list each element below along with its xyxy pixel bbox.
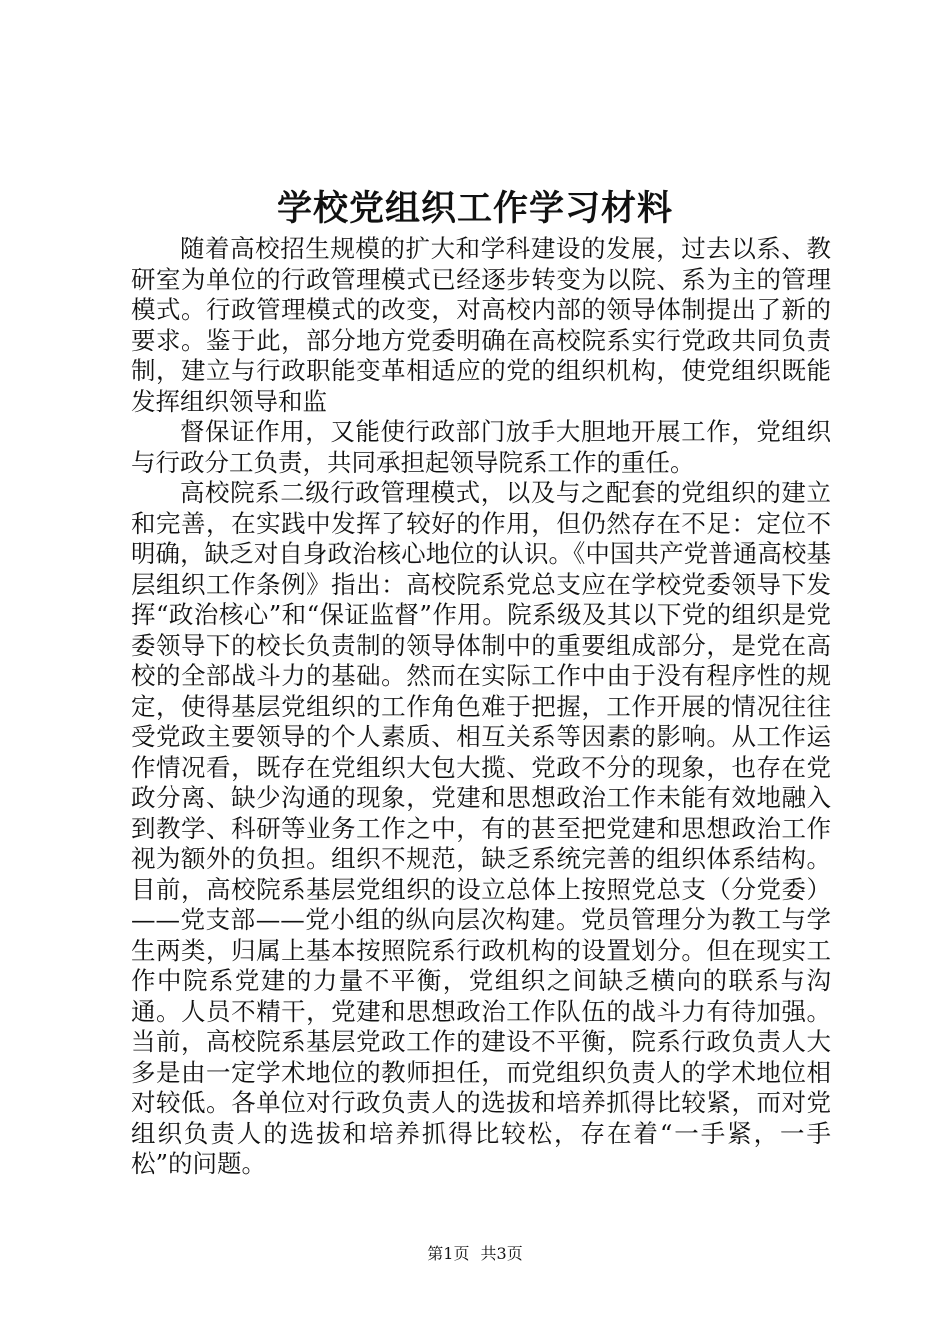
page-number: 第1页 bbox=[427, 1244, 470, 1263]
paragraph-2: 督保证作用，又能使行政部门放手大胆地开展工作，党组织与行政分工负责，共同承担起领导院系工作的重任。 bbox=[131, 417, 831, 477]
paragraph-3: 高校院系二级行政管理模式，以及与之配套的党组织的建立和完善，在实践中发挥了较好的作用，但仍然存在不足：定位不明确，缺乏对自身政治核心地位的认识。《中国共产党普通高校基层组织工作条例》指出：高校院系党总支应在学校党委领导下发挥“政治核心”和“保证监督”作用。院系级及其以下党的组织是党委领导下的校长负责制的领导体制中的重要组成部分，是党在高校的全部战斗力的基础。然而在实际工作中由于没有程序性的规定，使得基层党组织的工作角色难于把握，工作开展的情况往往受党政主要领导的个人素质、相互关系等因素的影响。从工作运作情况看，既存在党组织大包大揽、党政不分的现象，也存在党政分离、缺少沟通的现象，党建和思想政治工作未能有效地融入到教学、科研等业务工作之中，有的甚至把党建和思想政治工作视为额外的负担。组织不规范，缺乏系统完善的组织体系结构。目前，高校院系基层党组织的设立总体上按照党总支（分党委）——党支部——党小组的纵向层次构建。党员管理分为教工与学生两类，归属上基本按照院系行政机构的设置划分。但在现实工作中院系党建的力量不平衡，党组织之间缺乏横向的联系与沟通。人员不精干，党建和思想政治工作队伍的战斗力有待加强。当前，高校院系基层党政工作的建设不平衡，院系行政负责人大多是由一定学术地位的教师担任，而党组织负责人的学术地位相对较低。各单位对行政负责人的选拔和培养抓得比较紧，而对党组织负责人的选拔和培养抓得比较松，存在着“一手紧，一手松”的问题。 bbox=[131, 478, 831, 1178]
document-body bbox=[131, 234, 831, 1180]
document-title: 学校党组织工作学习材料 bbox=[276, 189, 673, 229]
page-footer bbox=[0, 1244, 950, 1264]
page-total: 共3页 bbox=[480, 1244, 523, 1263]
paragraph-1: 随着高校招生规模的扩大和学科建设的发展，过去以系、教研室为单位的行政管理模式已经逐步转变为以院、系为主的管理模式。行政管理模式的改变，对高校内部的领导体制提出了新的要求。鉴于此，部分地方党委明确在高校院系实行党政共同负责制，建立与行政职能变革相适应的党的组织机构，使党组织既能发挥组织领导和监 bbox=[131, 234, 831, 416]
